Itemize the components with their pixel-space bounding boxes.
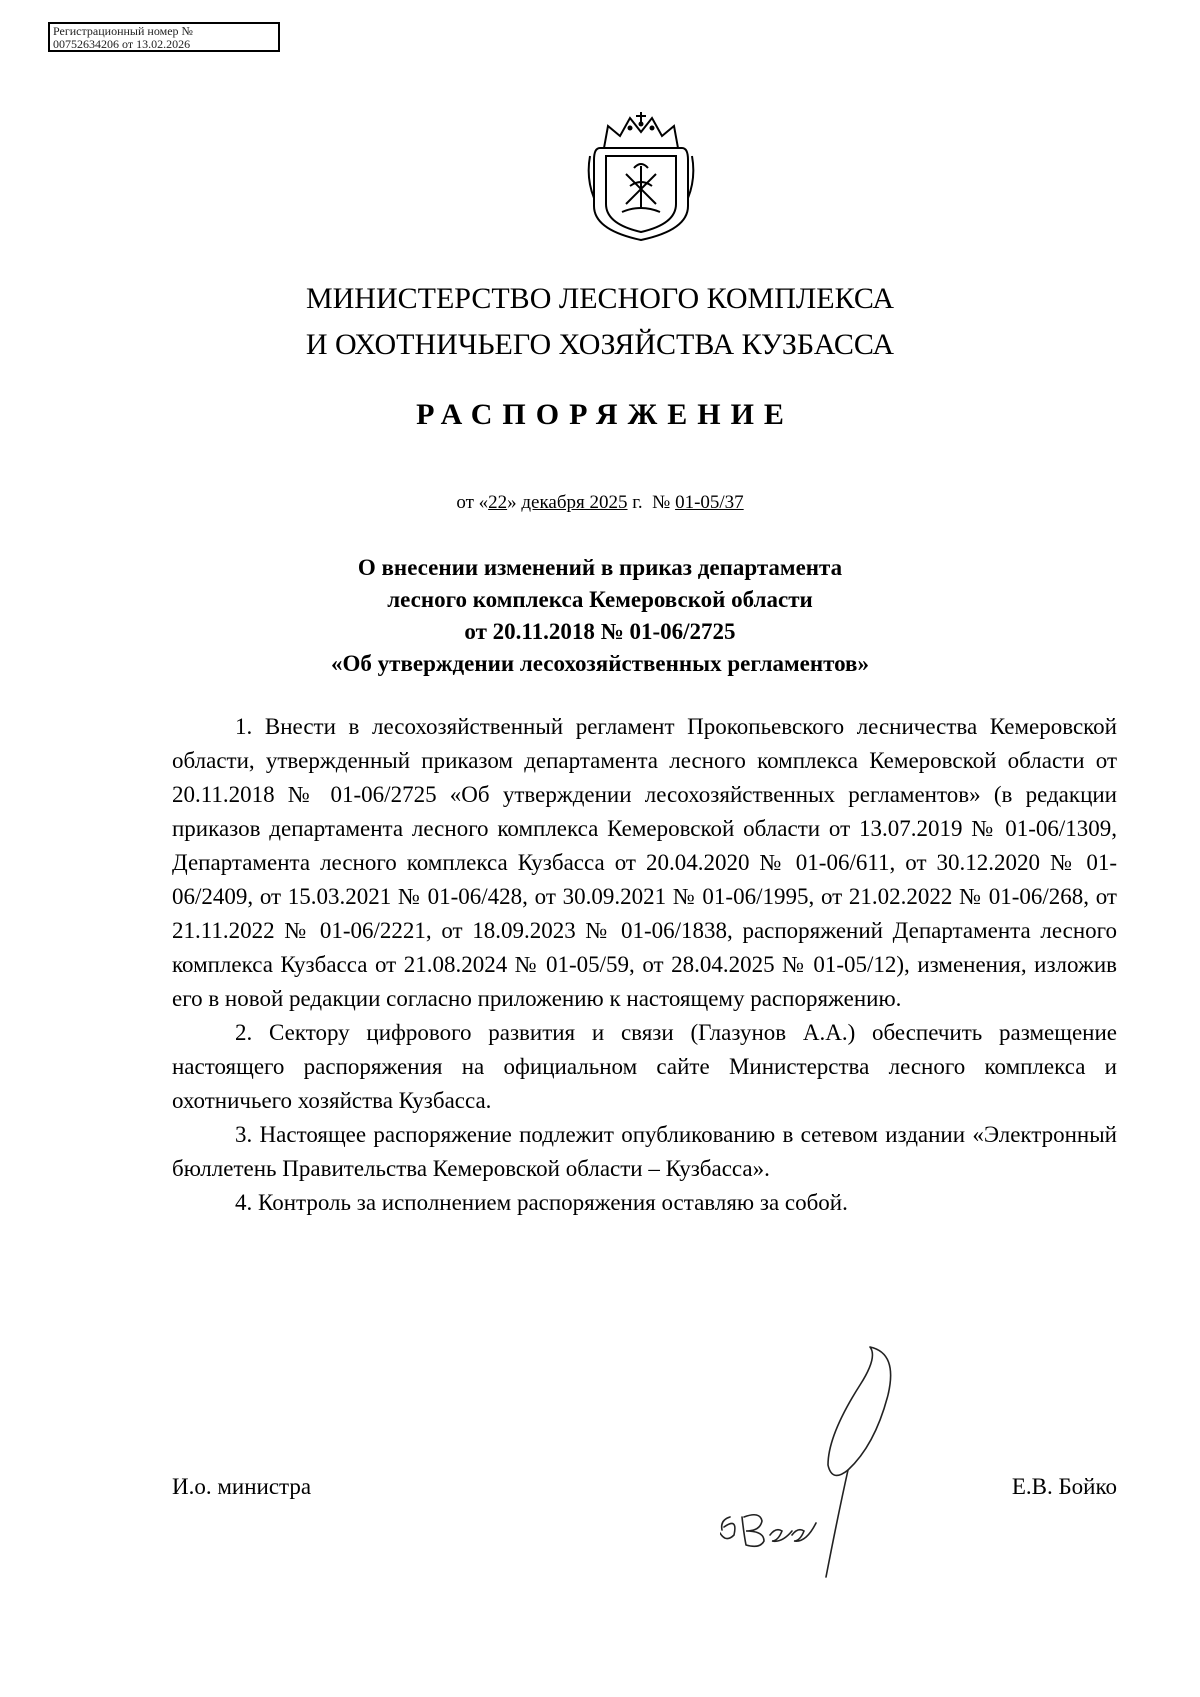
subject-line2: лесного комплекса Кемеровской области — [387, 587, 813, 612]
coat-of-arms-emblem — [586, 108, 696, 244]
document-type-title: РАСПОРЯЖЕНИЕ — [416, 398, 794, 431]
paragraph-3: 3. Настоящее распоряжение подлежит опубликованию в сетевом издании «Электронный бюллетень Правительства Кемеровской области – Кузбасса». — [172, 1122, 1117, 1181]
paragraph-4: 4. Контроль за исполнением распоряжения оставляю за собой. — [235, 1190, 848, 1215]
signatory-name: Е.В. Бойко — [1011, 1474, 1117, 1499]
ministry-name-line1: МИНИСТЕРСТВО ЛЕСНОГО КОМПЛЕКСА — [305, 282, 895, 315]
date-month-year: декабря 2025 — [521, 492, 628, 513]
date-suffix: г. № — [627, 492, 676, 513]
document-date-number — [0, 492, 1200, 514]
handwritten-signature — [720, 1345, 950, 1580]
date-day: 22 — [488, 492, 508, 513]
registration-stamp-line1: Регистрационный номер № — [53, 24, 193, 38]
registration-stamp — [48, 22, 280, 52]
ministry-name — [0, 276, 1200, 368]
subject-line1: О внесении изменений в приказ департамента — [357, 555, 843, 580]
signatory-role: И.о. министра — [172, 1474, 312, 1499]
date-mid: » — [507, 492, 522, 513]
paragraph-2: 2. Сектору цифрового развития и связи (Глазунов А.А.) обеспечить размещение настоящего распоряжения на официальном сайте Министерства лесного комплекса и охотничьего хозяйства Кузбасса. — [172, 1020, 1117, 1113]
document-subject — [0, 552, 1200, 680]
registration-stamp-line2: 00752634206 от 13.02.2026 — [53, 37, 191, 51]
document-number: 01-05/37 — [675, 492, 744, 513]
date-prefix: от « — [456, 492, 489, 513]
document-body — [172, 710, 1117, 1220]
subject-line3: от 20.11.2018 № 01-06/2725 — [464, 619, 736, 644]
subject-line4: «Об утверждении лесохозяйственных регламентов» — [331, 651, 869, 676]
ministry-name-line2: И ОХОТНИЧЬЕГО ХОЗЯЙСТВА КУЗБАССА — [305, 328, 895, 361]
paragraph-1: 1. Внести в лесохозяйственный регламент Прокопьевского лесничества Кемеровской области, утвержденный приказом департамента лесного комплекса Кемеровской области от 20.11.2018 № 01-06/2725 «Об утверждении лесохозяйственных регламентов» (в редакции приказов департамента лесного комплекса Кемеровской области от 13.07.2019 № 01-06/1309, Департамента лесного комплекса Кузбасса от 20.04.2020 № 01-06/611, от 30.12.2020 № 01-06/2409, от 15.03.2021 № 01-06/428, от 30.09.2021 № 01-06/1995, от 21.02.2022 № 01-06/268, от 21.11.2022 № 01-06/2221, от 18.09.2023 № 01-06/1838, распоряжений Департамента лесного комплекса Кузбасса от 21.08.2024 № 01-05/59, от 28.04.2025 № 01-05/12), изменения, изложив его в новой редакции согласно приложению к настоящему распоряжению. — [172, 714, 1117, 1011]
